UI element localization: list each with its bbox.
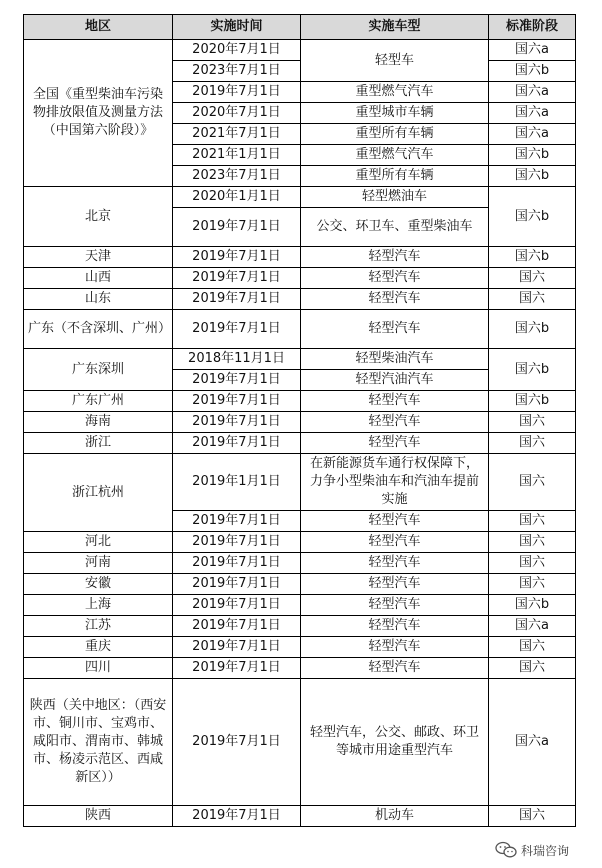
region-cell: 上海 — [24, 595, 173, 616]
table-row — [24, 268, 576, 289]
vehicle-type-cell: 轻型汽油汽车 — [301, 370, 489, 391]
table-row — [24, 806, 576, 827]
time-cell: 2021年7月1日 — [173, 124, 301, 145]
stage-cell: 国六b — [489, 247, 576, 268]
region-cell: 安徽 — [24, 574, 173, 595]
vehicle-type-cell: 在新能源货车通行权保障下，力争小型柴油车和汽油车提前实施 — [301, 454, 489, 511]
time-cell: 2019年7月1日 — [173, 679, 301, 806]
time-cell: 2019年7月1日 — [173, 433, 301, 454]
time-cell: 2021年1月1日 — [173, 145, 301, 166]
region-cell: 陕西（关中地区：（西安市、铜川市、宝鸡市、咸阳市、渭南市、韩城市、杨凌示范区、西咸新区）） — [24, 679, 173, 806]
stage-cell: 国六b — [489, 145, 576, 166]
region-cell: 北京 — [24, 187, 173, 247]
time-cell: 2019年1月1日 — [173, 454, 301, 511]
watermark — [495, 836, 599, 864]
header-stage: 标准阶段 — [489, 15, 576, 40]
stage-cell: 国六b — [489, 391, 576, 412]
stage-cell: 国六b — [489, 187, 576, 247]
region-cell: 河南 — [24, 553, 173, 574]
time-cell: 2020年1月1日 — [173, 187, 301, 208]
time-cell: 2019年7月1日 — [173, 391, 301, 412]
time-cell: 2019年7月1日 — [173, 208, 301, 247]
table-row — [24, 412, 576, 433]
vehicle-type-cell: 轻型汽车 — [301, 511, 489, 532]
time-cell: 2019年7月1日 — [173, 616, 301, 637]
table-row — [24, 310, 576, 349]
vehicle-type-cell: 机动车 — [301, 806, 489, 827]
table-row — [24, 553, 576, 574]
wechat-icon — [495, 841, 517, 859]
region-cell: 山东 — [24, 289, 173, 310]
time-cell: 2018年11月1日 — [173, 349, 301, 370]
stage-cell: 国六 — [489, 553, 576, 574]
stage-cell: 国六b — [489, 166, 576, 187]
vehicle-type-cell: 轻型汽车 — [301, 637, 489, 658]
time-cell: 2019年7月1日 — [173, 268, 301, 289]
table-row — [24, 247, 576, 268]
table-row — [24, 637, 576, 658]
stage-cell: 国六b — [489, 310, 576, 349]
vehicle-type-cell: 轻型汽车 — [301, 595, 489, 616]
table-row — [24, 595, 576, 616]
vehicle-type-cell: 轻型汽车 — [301, 658, 489, 679]
vehicle-type-cell: 公交、环卫车、重型柴油车 — [301, 208, 489, 247]
region-cell: 重庆 — [24, 637, 173, 658]
header-time: 实施时间 — [173, 15, 301, 40]
stage-cell: 国六 — [489, 637, 576, 658]
stage-cell: 国六b — [489, 349, 576, 391]
vehicle-type-cell: 轻型燃油车 — [301, 187, 489, 208]
time-cell: 2019年7月1日 — [173, 553, 301, 574]
table-header-row — [24, 15, 576, 40]
vehicle-type-cell: 轻型汽车 — [301, 433, 489, 454]
stage-cell: 国六 — [489, 454, 576, 511]
vehicle-type-cell: 重型燃气汽车 — [301, 145, 489, 166]
time-cell: 2019年7月1日 — [173, 532, 301, 553]
vehicle-type-cell: 轻型汽车 — [301, 532, 489, 553]
time-cell: 2019年7月1日 — [173, 412, 301, 433]
time-cell: 2020年7月1日 — [173, 103, 301, 124]
table-row — [24, 40, 576, 61]
table-row — [24, 454, 576, 511]
stage-cell: 国六 — [489, 511, 576, 532]
region-cell: 广东广州 — [24, 391, 173, 412]
time-cell: 2019年7月1日 — [173, 247, 301, 268]
time-cell: 2019年7月1日 — [173, 289, 301, 310]
vehicle-type-cell: 重型所有车辆 — [301, 124, 489, 145]
time-cell: 2023年7月1日 — [173, 166, 301, 187]
time-cell: 2023年7月1日 — [173, 61, 301, 82]
table-row — [24, 391, 576, 412]
stage-cell: 国六 — [489, 289, 576, 310]
vehicle-type-cell: 轻型汽车 — [301, 310, 489, 349]
vehicle-type-cell: 轻型汽车 — [301, 247, 489, 268]
stage-cell: 国六a — [489, 616, 576, 637]
region-cell: 广东（不含深圳、广州） — [24, 310, 173, 349]
vehicle-type-cell: 轻型汽车 — [301, 553, 489, 574]
region-cell: 浙江杭州 — [24, 454, 173, 532]
stage-cell: 国六 — [489, 268, 576, 289]
stage-cell: 国六 — [489, 574, 576, 595]
region-cell: 天津 — [24, 247, 173, 268]
table-row — [24, 679, 576, 806]
region-cell: 河北 — [24, 532, 173, 553]
stage-cell: 国六 — [489, 806, 576, 827]
stage-cell: 国六 — [489, 433, 576, 454]
vehicle-type-cell: 轻型汽车 — [301, 412, 489, 433]
table-row — [24, 187, 576, 208]
stage-cell: 国六b — [489, 595, 576, 616]
time-cell: 2019年7月1日 — [173, 511, 301, 532]
table-row — [24, 616, 576, 637]
vehicle-type-cell: 重型燃气汽车 — [301, 82, 489, 103]
time-cell: 2020年7月1日 — [173, 40, 301, 61]
time-cell: 2019年7月1日 — [173, 637, 301, 658]
time-cell: 2019年7月1日 — [173, 370, 301, 391]
table-row — [24, 532, 576, 553]
stage-cell: 国六a — [489, 679, 576, 806]
table-row — [24, 574, 576, 595]
table-row — [24, 349, 576, 370]
time-cell: 2019年7月1日 — [173, 82, 301, 103]
region-cell: 陕西 — [24, 806, 173, 827]
time-cell: 2019年7月1日 — [173, 310, 301, 349]
vehicle-type-cell: 轻型柴油汽车 — [301, 349, 489, 370]
time-cell: 2019年7月1日 — [173, 574, 301, 595]
vehicle-type-cell: 轻型汽车 — [301, 289, 489, 310]
stage-cell: 国六a — [489, 40, 576, 61]
emission-standard-table — [23, 14, 576, 827]
region-cell: 全国《重型柴油车污染物排放限值及测量方法（中国第六阶段）》 — [24, 40, 173, 187]
region-cell: 山西 — [24, 268, 173, 289]
stage-cell: 国六 — [489, 532, 576, 553]
table-row — [24, 658, 576, 679]
region-cell: 浙江 — [24, 433, 173, 454]
table-row — [24, 433, 576, 454]
stage-cell: 国六a — [489, 103, 576, 124]
region-cell: 广东深圳 — [24, 349, 173, 391]
stage-cell: 国六a — [489, 124, 576, 145]
header-vehicle-type: 实施车型 — [301, 15, 489, 40]
region-cell: 江苏 — [24, 616, 173, 637]
stage-cell: 国六a — [489, 82, 576, 103]
watermark-text: 科瑞咨询 — [521, 843, 570, 858]
vehicle-type-cell: 轻型车 — [301, 40, 489, 82]
header-region: 地区 — [24, 15, 173, 40]
time-cell: 2019年7月1日 — [173, 806, 301, 827]
stage-cell: 国六 — [489, 412, 576, 433]
stage-cell: 国六b — [489, 61, 576, 82]
vehicle-type-cell: 轻型汽车 — [301, 391, 489, 412]
time-cell: 2019年7月1日 — [173, 595, 301, 616]
vehicle-type-cell: 轻型汽车，公交、邮政、环卫等城市用途重型汽车 — [301, 679, 489, 806]
table-row — [24, 289, 576, 310]
region-cell: 四川 — [24, 658, 173, 679]
stage-cell: 国六 — [489, 658, 576, 679]
vehicle-type-cell: 轻型汽车 — [301, 616, 489, 637]
vehicle-type-cell: 重型所有车辆 — [301, 166, 489, 187]
time-cell: 2019年7月1日 — [173, 658, 301, 679]
vehicle-type-cell: 重型城市车辆 — [301, 103, 489, 124]
vehicle-type-cell: 轻型汽车 — [301, 574, 489, 595]
region-cell: 海南 — [24, 412, 173, 433]
vehicle-type-cell: 轻型汽车 — [301, 268, 489, 289]
